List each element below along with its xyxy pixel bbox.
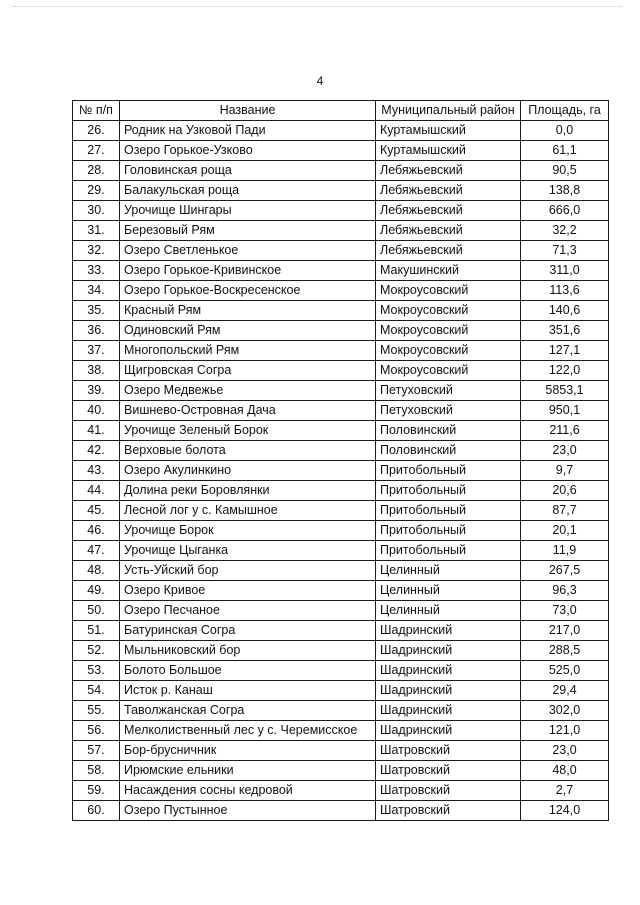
cell-num: 44.	[73, 481, 120, 501]
header-district: Муниципальный район	[376, 101, 521, 121]
cell-name: Урочище Цыганка	[120, 541, 376, 561]
table-row	[73, 221, 609, 241]
cell-district: Петуховский	[376, 381, 521, 401]
cell-area: 0,0	[521, 121, 609, 141]
table-body	[73, 121, 609, 821]
cell-district: Притобольный	[376, 461, 521, 481]
cell-name: Красный Рям	[120, 301, 376, 321]
cell-name: Щигровская Согра	[120, 361, 376, 381]
cell-num: 49.	[73, 581, 120, 601]
cell-district: Шадринский	[376, 661, 521, 681]
cell-district: Шатровский	[376, 781, 521, 801]
cell-district: Притобольный	[376, 541, 521, 561]
cell-name: Березовый Рям	[120, 221, 376, 241]
cell-name: Озеро Кривое	[120, 581, 376, 601]
cell-area: 48,0	[521, 761, 609, 781]
cell-name: Родник на Узковой Пади	[120, 121, 376, 141]
cell-district: Целинный	[376, 581, 521, 601]
cell-area: 666,0	[521, 201, 609, 221]
header-area: Площадь, га	[521, 101, 609, 121]
table-row	[73, 141, 609, 161]
cell-name: Озеро Горькое-Кривинское	[120, 261, 376, 281]
table-row	[73, 641, 609, 661]
cell-area: 302,0	[521, 701, 609, 721]
cell-area: 11,9	[521, 541, 609, 561]
cell-name: Урочище Борок	[120, 521, 376, 541]
cell-name: Мелколиственный лес у с. Черемисское	[120, 721, 376, 741]
cell-name: Многопольский Рям	[120, 341, 376, 361]
cell-num: 33.	[73, 261, 120, 281]
cell-name: Ирюмские ельники	[120, 761, 376, 781]
cell-district: Притобольный	[376, 481, 521, 501]
cell-num: 46.	[73, 521, 120, 541]
table-row	[73, 581, 609, 601]
cell-area: 122,0	[521, 361, 609, 381]
cell-name: Насаждения сосны кедровой	[120, 781, 376, 801]
cell-num: 52.	[73, 641, 120, 661]
cell-num: 30.	[73, 201, 120, 221]
cell-num: 51.	[73, 621, 120, 641]
table-row	[73, 801, 609, 821]
table-row	[73, 341, 609, 361]
cell-num: 43.	[73, 461, 120, 481]
cell-num: 28.	[73, 161, 120, 181]
cell-area: 20,6	[521, 481, 609, 501]
cell-area: 87,7	[521, 501, 609, 521]
cell-name: Балакульская роща	[120, 181, 376, 201]
cell-name: Мыльниковский бор	[120, 641, 376, 661]
cell-area: 351,6	[521, 321, 609, 341]
cell-name: Исток р. Канаш	[120, 681, 376, 701]
cell-name: Урочище Зеленый Борок	[120, 421, 376, 441]
header-num: № п/п	[73, 101, 120, 121]
cell-num: 48.	[73, 561, 120, 581]
cell-num: 35.	[73, 301, 120, 321]
cell-district: Шатровский	[376, 761, 521, 781]
cell-num: 31.	[73, 221, 120, 241]
table-row	[73, 681, 609, 701]
cell-area: 32,2	[521, 221, 609, 241]
table-row	[73, 541, 609, 561]
cell-area: 127,1	[521, 341, 609, 361]
cell-name: Урочище Шингары	[120, 201, 376, 221]
cell-name: Болото Большое	[120, 661, 376, 681]
cell-name: Озеро Горькое-Воскресенское	[120, 281, 376, 301]
cell-name: Озеро Светленькое	[120, 241, 376, 261]
cell-area: 5853,1	[521, 381, 609, 401]
cell-area: 211,6	[521, 421, 609, 441]
cell-num: 41.	[73, 421, 120, 441]
cell-area: 525,0	[521, 661, 609, 681]
cell-area: 124,0	[521, 801, 609, 821]
cell-name: Батуринская Согра	[120, 621, 376, 641]
cell-name: Озеро Пустынное	[120, 801, 376, 821]
cell-district: Мокроусовский	[376, 321, 521, 341]
table-row	[73, 361, 609, 381]
cell-area: 288,5	[521, 641, 609, 661]
cell-area: 140,6	[521, 301, 609, 321]
cell-district: Мокроусовский	[376, 361, 521, 381]
cell-area: 311,0	[521, 261, 609, 281]
cell-district: Лебяжьевский	[376, 201, 521, 221]
table-row	[73, 661, 609, 681]
table-row	[73, 601, 609, 621]
cell-district: Шадринский	[376, 641, 521, 661]
table-row	[73, 521, 609, 541]
cell-num: 29.	[73, 181, 120, 201]
cell-district: Петуховский	[376, 401, 521, 421]
cell-area: 73,0	[521, 601, 609, 621]
table-row	[73, 261, 609, 281]
page-number: 4	[316, 74, 324, 88]
cell-area: 96,3	[521, 581, 609, 601]
cell-area: 20,1	[521, 521, 609, 541]
cell-district: Притобольный	[376, 521, 521, 541]
cell-area: 267,5	[521, 561, 609, 581]
cell-area: 23,0	[521, 441, 609, 461]
table-row	[73, 121, 609, 141]
table-row	[73, 161, 609, 181]
cell-num: 47.	[73, 541, 120, 561]
cell-district: Лебяжьевский	[376, 221, 521, 241]
cell-name: Бор-брусничник	[120, 741, 376, 761]
cell-district: Лебяжьевский	[376, 241, 521, 261]
cell-num: 50.	[73, 601, 120, 621]
table-row	[73, 241, 609, 261]
cell-district: Целинный	[376, 561, 521, 581]
cell-num: 34.	[73, 281, 120, 301]
table-row	[73, 381, 609, 401]
cell-name: Озеро Акулинкино	[120, 461, 376, 481]
cell-num: 57.	[73, 741, 120, 761]
cell-name: Озеро Песчаное	[120, 601, 376, 621]
cell-district: Куртамышский	[376, 141, 521, 161]
cell-district: Мокроусовский	[376, 301, 521, 321]
table-row	[73, 761, 609, 781]
cell-num: 58.	[73, 761, 120, 781]
cell-num: 42.	[73, 441, 120, 461]
scan-artifact-line	[12, 6, 622, 9]
cell-num: 54.	[73, 681, 120, 701]
cell-district: Мокроусовский	[376, 281, 521, 301]
cell-district: Шадринский	[376, 721, 521, 741]
cell-num: 45.	[73, 501, 120, 521]
cell-name: Верховые болота	[120, 441, 376, 461]
cell-area: 121,0	[521, 721, 609, 741]
table-row	[73, 441, 609, 461]
cell-name: Усть-Уйский бор	[120, 561, 376, 581]
cell-num: 26.	[73, 121, 120, 141]
table-row	[73, 701, 609, 721]
cell-name: Озеро Горькое-Узково	[120, 141, 376, 161]
table-row	[73, 401, 609, 421]
cell-district: Шадринский	[376, 701, 521, 721]
cell-area: 138,8	[521, 181, 609, 201]
cell-num: 27.	[73, 141, 120, 161]
cell-name: Долина реки Боровлянки	[120, 481, 376, 501]
table-row	[73, 301, 609, 321]
table-row	[73, 721, 609, 741]
table-row	[73, 461, 609, 481]
table-row	[73, 621, 609, 641]
cell-district: Лебяжьевский	[376, 161, 521, 181]
cell-district: Шатровский	[376, 741, 521, 761]
cell-num: 39.	[73, 381, 120, 401]
cell-num: 40.	[73, 401, 120, 421]
cell-district: Куртамышский	[376, 121, 521, 141]
cell-area: 113,6	[521, 281, 609, 301]
header-name: Название	[120, 101, 376, 121]
cell-num: 36.	[73, 321, 120, 341]
cell-area: 9,7	[521, 461, 609, 481]
cell-name: Таволжанская Согра	[120, 701, 376, 721]
cell-area: 2,7	[521, 781, 609, 801]
protected-areas-table	[72, 100, 609, 821]
cell-num: 55.	[73, 701, 120, 721]
table-row	[73, 741, 609, 761]
table-row	[73, 781, 609, 801]
cell-district: Шадринский	[376, 621, 521, 641]
cell-district: Шатровский	[376, 801, 521, 821]
table-row	[73, 481, 609, 501]
cell-name: Одиновский Рям	[120, 321, 376, 341]
cell-district: Притобольный	[376, 501, 521, 521]
cell-district: Мокроусовский	[376, 341, 521, 361]
cell-area: 90,5	[521, 161, 609, 181]
cell-area: 217,0	[521, 621, 609, 641]
cell-num: 38.	[73, 361, 120, 381]
cell-area: 23,0	[521, 741, 609, 761]
cell-area: 950,1	[521, 401, 609, 421]
cell-area: 61,1	[521, 141, 609, 161]
cell-num: 56.	[73, 721, 120, 741]
cell-num: 32.	[73, 241, 120, 261]
cell-district: Половинский	[376, 441, 521, 461]
table-row	[73, 501, 609, 521]
cell-name: Озеро Медвежье	[120, 381, 376, 401]
cell-district: Целинный	[376, 601, 521, 621]
cell-district: Лебяжьевский	[376, 181, 521, 201]
table-row	[73, 561, 609, 581]
cell-district: Шадринский	[376, 681, 521, 701]
cell-name: Лесной лог у с. Камышное	[120, 501, 376, 521]
table-header-row	[73, 101, 609, 121]
cell-num: 60.	[73, 801, 120, 821]
cell-district: Половинский	[376, 421, 521, 441]
cell-district: Макушинский	[376, 261, 521, 281]
table-row	[73, 201, 609, 221]
cell-area: 29,4	[521, 681, 609, 701]
cell-num: 37.	[73, 341, 120, 361]
table-row	[73, 421, 609, 441]
table-row	[73, 181, 609, 201]
cell-name: Головинская роща	[120, 161, 376, 181]
cell-num: 59.	[73, 781, 120, 801]
cell-area: 71,3	[521, 241, 609, 261]
cell-name: Вишнево-Островная Дача	[120, 401, 376, 421]
cell-num: 53.	[73, 661, 120, 681]
table-row	[73, 281, 609, 301]
table-row	[73, 321, 609, 341]
